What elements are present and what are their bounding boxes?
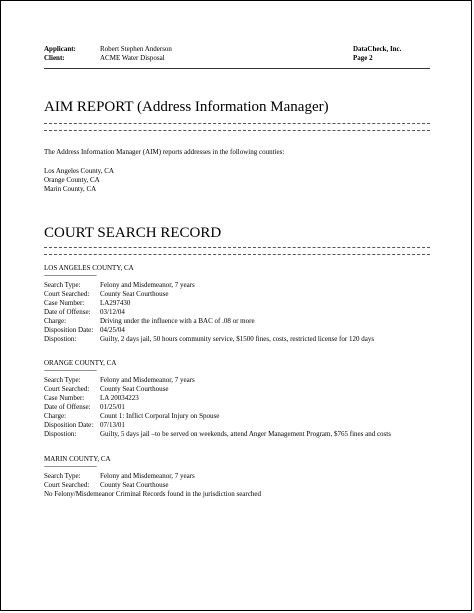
aim-rule-2 <box>44 130 430 131</box>
header-rule <box>44 68 430 69</box>
la-case-label: Case Number: <box>44 299 85 307</box>
la-case: LA297430 <box>100 299 131 307</box>
orange-court: County Seat Courthouse <box>100 385 169 393</box>
orange-disp-date-label: Disposition Date: <box>44 421 94 429</box>
aim-title: AIM REPORT (Address Information Manager) <box>44 99 329 115</box>
orange-dots: ----------------------------------- <box>44 368 97 374</box>
orange-court-label: Court Searched: <box>44 385 90 393</box>
company-name: DataCheck, Inc. <box>353 45 402 53</box>
orange-case-label: Case Number: <box>44 394 85 402</box>
la-disp-date-label: Disposition Date: <box>44 326 94 334</box>
marin-court: County Seat Courthouse <box>100 481 169 489</box>
la-date-label: Date of Offense: <box>44 308 91 316</box>
orange-charge-label: Charge: <box>44 412 67 420</box>
marin-note: No Felony/Misdemeanor Criminal Records found in the jurisdiction searched <box>44 490 261 498</box>
la-search-type-label: Search Type: <box>44 281 81 289</box>
client-value: ACME Water Disposal <box>100 54 165 62</box>
la-disp: Guilty, 2 days jail, 50 hours community service, $1500 fines, costs, restricted license for 120 days <box>100 335 375 343</box>
court-title: COURT SEARCH RECORD <box>44 225 222 241</box>
applicant-label: Applicant: <box>44 45 76 53</box>
orange-county-heading: ORANGE COUNTY, CA <box>44 359 117 367</box>
orange-disp-label: Dispostion: <box>44 430 77 438</box>
aim-intro: The Address Information Manager (AIM) reports addresses in the following counties: <box>44 148 285 156</box>
la-dots: ----------------------------------- <box>44 273 97 279</box>
client-label: Client: <box>44 54 65 62</box>
orange-date: 01/25/01 <box>100 403 125 411</box>
marin-court-label: Court Searched: <box>44 481 90 489</box>
la-charge-label: Charge: <box>44 317 67 325</box>
marin-county-heading: MARIN COUNTY, CA <box>44 455 111 463</box>
marin-dots: ----------------------------------- <box>44 464 97 470</box>
orange-date-label: Date of Offense: <box>44 403 91 411</box>
applicant-value: Robert Stephen Anderson <box>100 45 172 53</box>
orange-charge: Count 1: Inflict Corporal Injury on Spouse <box>100 412 220 420</box>
page-number: Page 2 <box>353 54 373 62</box>
aim-county-1: Los Angeles County, CA <box>44 167 114 175</box>
orange-case: LA 20034223 <box>100 394 139 402</box>
la-court-label: Court Searched: <box>44 290 90 298</box>
orange-search-type-label: Search Type: <box>44 376 81 384</box>
la-disp-label: Dispostion: <box>44 335 77 343</box>
la-charge: Driving under the influence with a BAC of .08 or more <box>100 317 255 325</box>
la-disp-date: 04/25/04 <box>100 326 125 334</box>
aim-county-3: Marin County, CA <box>44 185 97 193</box>
orange-disp-date: 07/13/01 <box>100 421 125 429</box>
aim-rule-1 <box>44 123 430 124</box>
orange-search-type: Felony and Misdemeanor, 7 years <box>100 376 195 384</box>
la-court: County Seat Courthouse <box>100 290 169 298</box>
la-date: 03/12/04 <box>100 308 125 316</box>
court-rule-2 <box>44 254 430 255</box>
la-county-heading: LOS ANGELES COUNTY, CA <box>44 264 134 272</box>
marin-search-type: Felony and Misdemeanor, 7 years <box>100 472 195 480</box>
marin-search-type-label: Search Type: <box>44 472 81 480</box>
aim-county-2: Orange County, CA <box>44 176 100 184</box>
orange-disp: Guilty, 5 days jail –to be served on weekends, attend Anger Management Program, $765 fines and costs <box>100 430 391 438</box>
court-rule-1 <box>44 247 430 248</box>
la-search-type: Felony and Misdemeanor, 7 years <box>100 281 195 289</box>
